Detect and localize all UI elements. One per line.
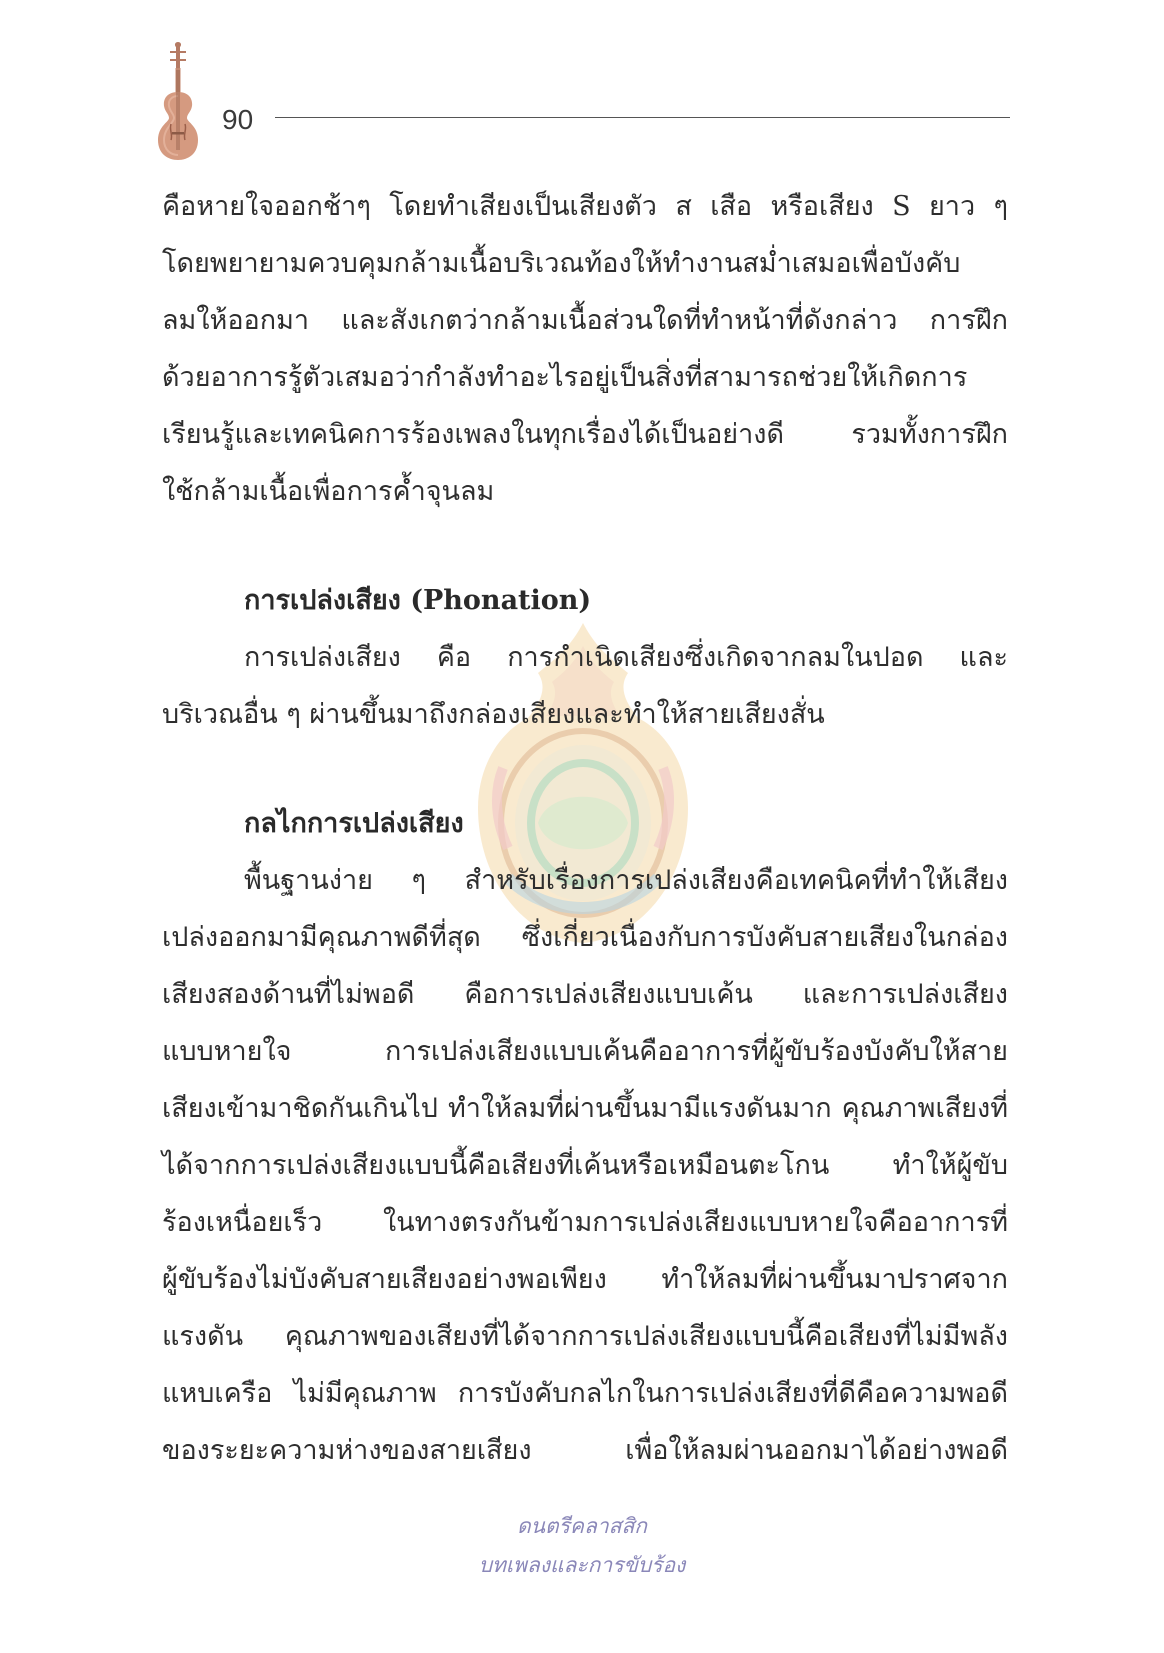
text-line: เรียนรู้และเทคนิคการร้องเพลงในทุกเรื่องได้เป็นอย่างดี รวมทั้งการฝึก (162, 419, 1008, 450)
text-line: แรงดัน คุณภาพของเสียงที่ได้จากการเปล่งเสียงแบบนี้คือเสียงที่ไม่มีพลัง (162, 1321, 1008, 1352)
page-content (162, 178, 1008, 1479)
section-heading-mechanism: กลไกการเปล่งเสียง (244, 808, 464, 839)
text-line: เปล่งออกมามีคุณภาพดีที่สุด ซึ่งเกี่ยวเนื่องกับการบังคับสายเสียงในกล่อง (162, 922, 1008, 953)
footer-book-title: ดนตรีคลาสสิก (517, 1514, 647, 1538)
header-rule (275, 117, 1010, 118)
text-line: ลมให้ออกมา และสังเกตว่ากล้ามเนื้อส่วนใดที่ทำหน้าที่ดังกล่าว การฝึก (162, 305, 1008, 336)
text-line: บริเวณอื่น ๆ ผ่านขึ้นมาถึงกล่องเสียงและทำให้สายเสียงสั่น (162, 699, 825, 730)
text-line: ใช้กล้ามเนื้อเพื่อการค้ำจุนลม (162, 476, 495, 507)
text-line: ร้องเหนื่อยเร็ว ในทางตรงกันข้ามการเปล่งเสียงแบบหายใจคืออาการที่ (162, 1207, 1008, 1238)
text-line: โดยพยายามควบคุมกล้ามเนื้อบริเวณท้องให้ทำงานสม่ำเสมอเพื่อบังคับ (162, 248, 961, 279)
paragraph-phonation (162, 629, 1008, 743)
text-line: ได้จากการเปล่งเสียงแบบนี้คือเสียงที่เค้นหรือเหมือนตะโกน ทำให้ผู้ขับ (162, 1150, 1008, 1181)
footer-book-subtitle: บทเพลงและการขับร้อง (478, 1553, 686, 1577)
text-line: ผู้ขับร้องไม่บังคับสายเสียงอย่างพอเพียง ทำให้ลมที่ผ่านขึ้นมาปราศจาก (162, 1264, 1008, 1295)
paragraph-mechanism (162, 852, 1008, 1479)
text-line: ของระยะความห่างของสายเสียง เพื่อให้ลมผ่านออกมาได้อย่างพอดี (162, 1435, 1008, 1466)
text-line: การเปล่งเสียง คือ การกำเนิดเสียงซึ่งเกิดจากลมในปอด และ (244, 642, 1008, 673)
text-line: เสียงเข้ามาชิดกันเกินไป ทำให้ลมที่ผ่านขึ้นมามีแรงดันมาก คุณภาพเสียงที่ (162, 1093, 1008, 1124)
violin-icon (150, 40, 206, 162)
section-heading-phonation: การเปล่งเสียง (Phonation) (244, 585, 592, 616)
text-line: เสียงสองด้านที่ไม่พอดี คือการเปล่งเสียงแบบเค้น และการเปล่งเสียง (162, 979, 1008, 1010)
text-line: คือหายใจออกช้าๆ โดยทำเสียงเป็นเสียงตัว ส เสือ หรือเสียง S ยาว ๆ (162, 191, 1008, 222)
text-line: พื้นฐานง่าย ๆ สำหรับเรื่องการเปล่งเสียงคือเทคนิคที่ทำให้เสียง (244, 865, 1008, 896)
text-line: แหบเครือ ไม่มีคุณภาพ การบังคับกลไกในการเปล่งเสียงที่ดีคือความพอดี (162, 1378, 1008, 1409)
text-line: แบบหายใจ การเปล่งเสียงแบบเค้นคืออาการที่ผู้ขับร้องบังคับให้สาย (162, 1036, 1008, 1067)
text-line: ด้วยอาการรู้ตัวเสมอว่ากำลังทำอะไรอยู่เป็นสิ่งที่สามารถช่วยให้เกิดการ (162, 362, 968, 393)
page-number: 90 (222, 104, 254, 135)
paragraph-breathing (162, 178, 1008, 520)
